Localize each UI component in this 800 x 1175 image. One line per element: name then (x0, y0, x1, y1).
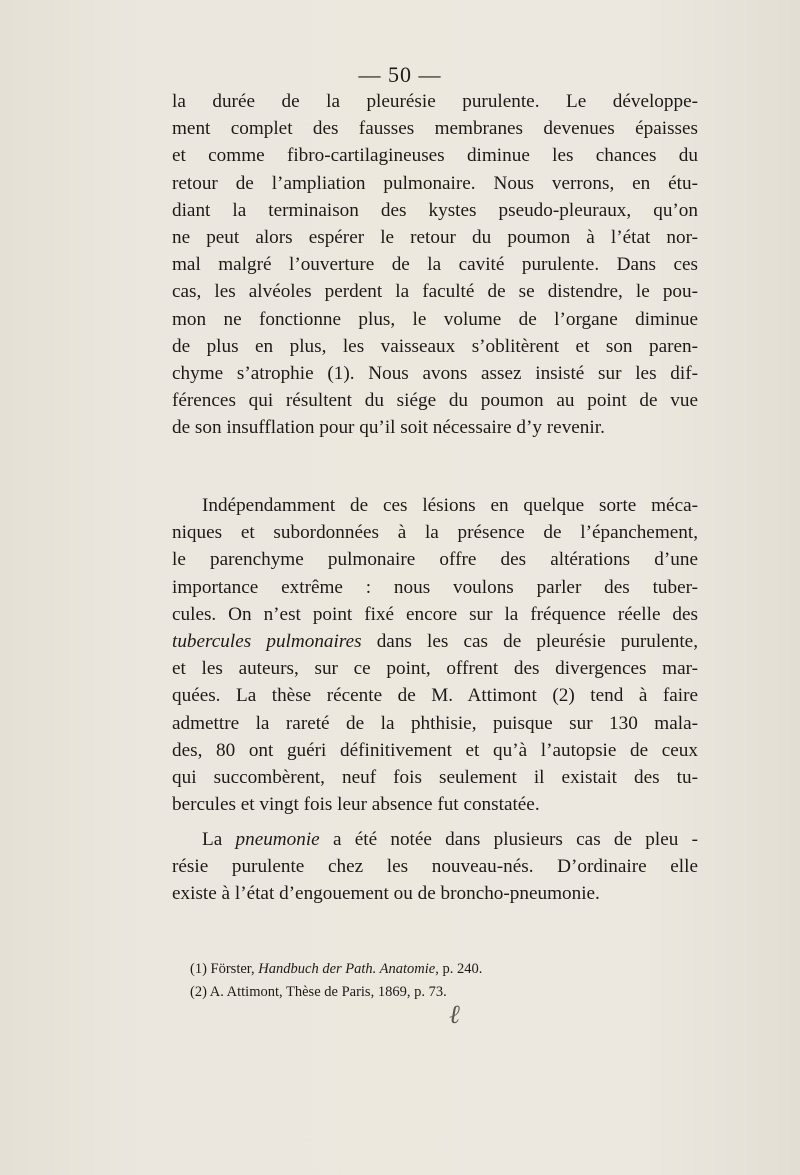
text-line: ne peut alors espérer le retour du poumon à l’état nor- (172, 227, 698, 249)
text-line: la durée de la pleurésie purulente. Le développe- (172, 91, 698, 112)
text-line: ment complet des fausses membranes devenues épaisses (172, 118, 698, 140)
text-fragment: a été notée dans plusieurs cas de pleu - (319, 829, 698, 850)
text-line: diant la terminaison des kystes pseudo-pleuraux, qu’on (172, 199, 698, 221)
text-line: de son insufflation pour qu’il soit nécessaire d’y revenir. (172, 417, 605, 439)
footnote-1 (190, 958, 610, 981)
text-line: niques et subordonnées à la présence de l’épanchement, (172, 522, 698, 544)
text-line: qui succombèrent, neuf fois seulement il existait des tu- (172, 767, 698, 789)
text-line: quées. La thèse récente de M. Attimont (2) tend à faire (172, 685, 698, 707)
text-line: chyme s’atrophie (1). Nous avons assez insisté sur les dif- (172, 363, 698, 385)
text-line: et les auteurs, sur ce point, offrent des divergences mar- (172, 658, 698, 680)
text-line: bercules et vingt fois leur absence fut constatée. (172, 794, 540, 816)
text-line: cules. On n’est point fixé encore sur la fréquence réelle des (172, 603, 698, 625)
text-line: le parenchyme pulmonaire offre des altérations d’une (172, 549, 698, 571)
text-line: admettre la rareté de la phthisie, puisque sur 130 mala- (172, 712, 698, 734)
paragraph-1 (172, 88, 698, 442)
paragraph-2 (172, 492, 698, 818)
italic-term: pneumonie (235, 829, 320, 850)
footnote-2: (2) A. Attimont, Thèse de Paris, 1869, p. 73. (190, 984, 447, 1000)
text-fragment: La (202, 829, 236, 850)
text-line: et comme fibro-cartilagineuses diminue les chances du (172, 145, 698, 167)
text-fragment: dans les cas de pleurésie purulente, (361, 631, 698, 653)
text-line: retour de l’ampliation pulmonaire. Nous verrons, en étu- (172, 172, 698, 194)
text-line: importance extrême : nous voulons parler des tuber- (172, 576, 698, 598)
text-line: cas, les alvéoles perdent la faculté de se distendre, le pou- (172, 281, 698, 303)
text-line: des, 80 ont guéri définitivement et qu’à l’autopsie de ceux (172, 739, 698, 761)
text-line: férences qui résultent du siége du poumon au point de vue (172, 390, 698, 412)
italic-term: tubercules pulmonaires (172, 631, 362, 653)
text-line: Indépendamment de ces lésions en quelque sorte méca- (202, 495, 698, 516)
text-line: mal malgré l’ouverture de la cavité purulente. Dans ces (172, 254, 698, 276)
handwritten-mark: ℓ (449, 1000, 460, 1029)
text-line (172, 826, 698, 853)
text-fragment: , p. 240. (435, 961, 483, 977)
text-line: existe à l’état d’engouement ou de broncho-pneumonie. (172, 883, 600, 905)
italic-title: Handbuch der Path. Anatomie (258, 961, 436, 977)
text-line: résie purulente chez les nouveau-nés. D’ordinaire elle (172, 856, 698, 878)
page-number: — 50 — (358, 62, 442, 87)
footnotes (190, 958, 610, 1004)
text-line: de plus en plus, les vaisseaux s’oblitèrent et son paren- (172, 335, 698, 357)
text-line (172, 628, 698, 655)
text-fragment: (1) Förster, (190, 961, 259, 977)
paragraph-3 (172, 826, 698, 908)
text-line: mon ne fonctionne plus, le volume de l’organe diminue (172, 308, 698, 330)
